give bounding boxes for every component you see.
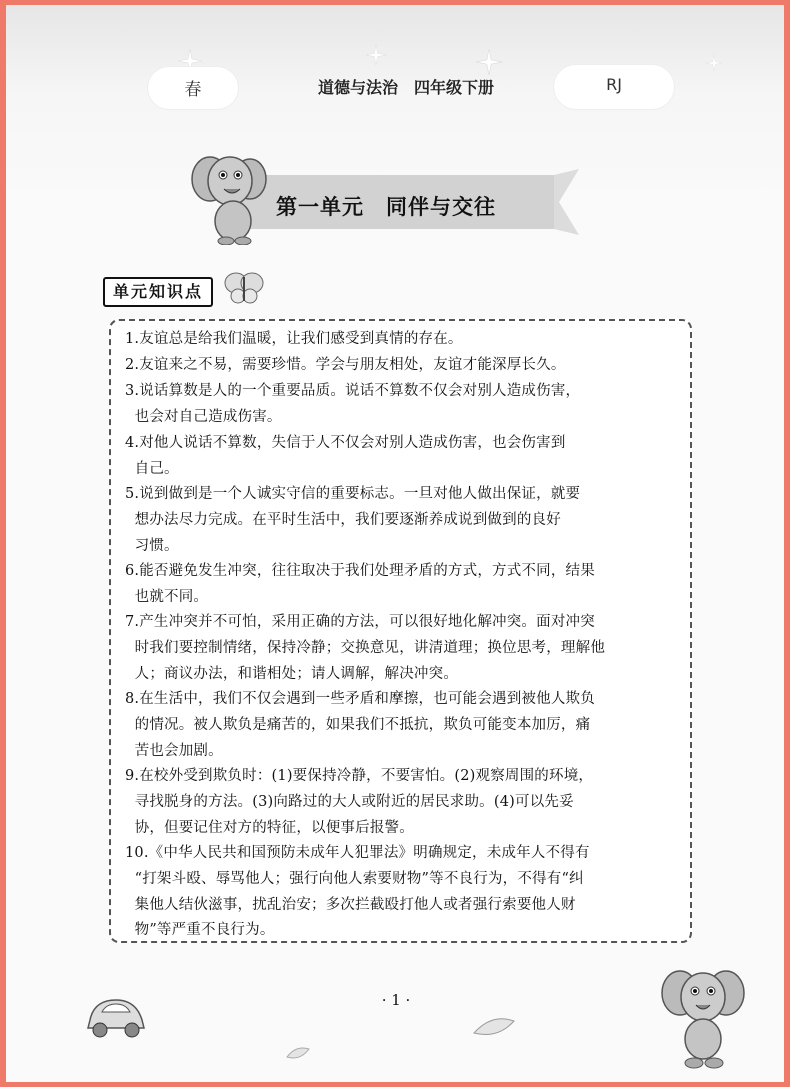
knowledge-point-5: 5.说到做到是一个人诚实守信的重要标志。一旦对他人做出保证，就要 想办法尽力完成。在平时生活中，我们要逐渐养成说到做到的良好 习惯。	[125, 486, 581, 554]
sparkle-icon	[706, 55, 722, 71]
season-cloud	[148, 67, 238, 109]
butterfly-icon	[224, 271, 264, 305]
elephant-mascot-icon	[188, 145, 268, 245]
knowledge-point-7: 7.产生冲突并不可怕，采用正确的方法，可以很好地化解冲突。面对冲突 时我们要控制情绪，保持冷静；交换意见，讲清道理；换位思考，理解他 人；商议办法，和谐相处；请人调解，解决冲突。	[125, 614, 606, 682]
page	[6, 5, 784, 1082]
knowledge-point-4: 4.对他人说话不算数，失信于人不仅会对别人造成伤害，也会伤害到 自己。	[125, 435, 566, 477]
sparkle-icon	[366, 45, 386, 65]
unit-title: 第一单元 同伴与交往	[276, 194, 496, 219]
leaf-icon	[472, 1013, 516, 1039]
page-number: · 1 ·	[381, 991, 411, 1009]
edition-cloud	[554, 65, 674, 109]
knowledge-point-10: 10.《中华人民共和国预防未成年人犯罪法》明确规定，未成年人不得有 “打架斗殴、辱骂他人；强行向他人索要财物”等不良行为，不得有“纠 集他人结伙滋事，扰乱治安；多次拦截殴打他人或者强行索要他人财 物”等严重不良行为。	[125, 845, 590, 939]
knowledge-point-1: 1.友谊总是给我们温暖，让我们感受到真情的存在。	[125, 331, 463, 347]
knowledge-point-6: 6.能否避免发生冲突，往往取决于我们处理矛盾的方式，方式不同，结果 也就不同。	[125, 563, 595, 605]
sparkle-icon	[476, 49, 502, 75]
season-label: 春	[184, 80, 202, 100]
knowledge-point-2: 2.友谊来之不易，需要珍惜。学会与朋友相处，友谊才能深厚长久。	[125, 357, 566, 373]
knowledge-point-3: 3.说话算数是人的一个重要品质。说话不算数不仅会对别人造成伤害， 也会对自己造成伤害。	[125, 383, 581, 425]
section-label: 单元知识点	[103, 277, 213, 307]
cartoon-car-icon	[84, 990, 148, 1040]
knowledge-point-9: 9.在校外受到欺负时：(1)要保持冷静，不要害怕。(2)观察周围的环境， 寻找脱身的方法。(3)向路过的大人或附近的居民求助。(4)可以先妥 协，但要记住对方的特征，以便事后报警。	[125, 768, 594, 836]
book-title: 道德与法治 四年级下册	[317, 78, 494, 97]
knowledge-points-box	[109, 319, 692, 943]
edition-label: RJ	[606, 75, 622, 94]
elephant-mascot-icon	[658, 963, 748, 1073]
leaf-icon	[286, 1045, 310, 1061]
knowledge-point-8: 8.在生活中，我们不仅会遇到一些矛盾和摩擦，也可能会遇到被他人欺负 的情况。被人欺负是痛苦的，如果我们不抵抗，欺负可能变本加厉，痛 苦也会加剧。	[125, 691, 595, 759]
